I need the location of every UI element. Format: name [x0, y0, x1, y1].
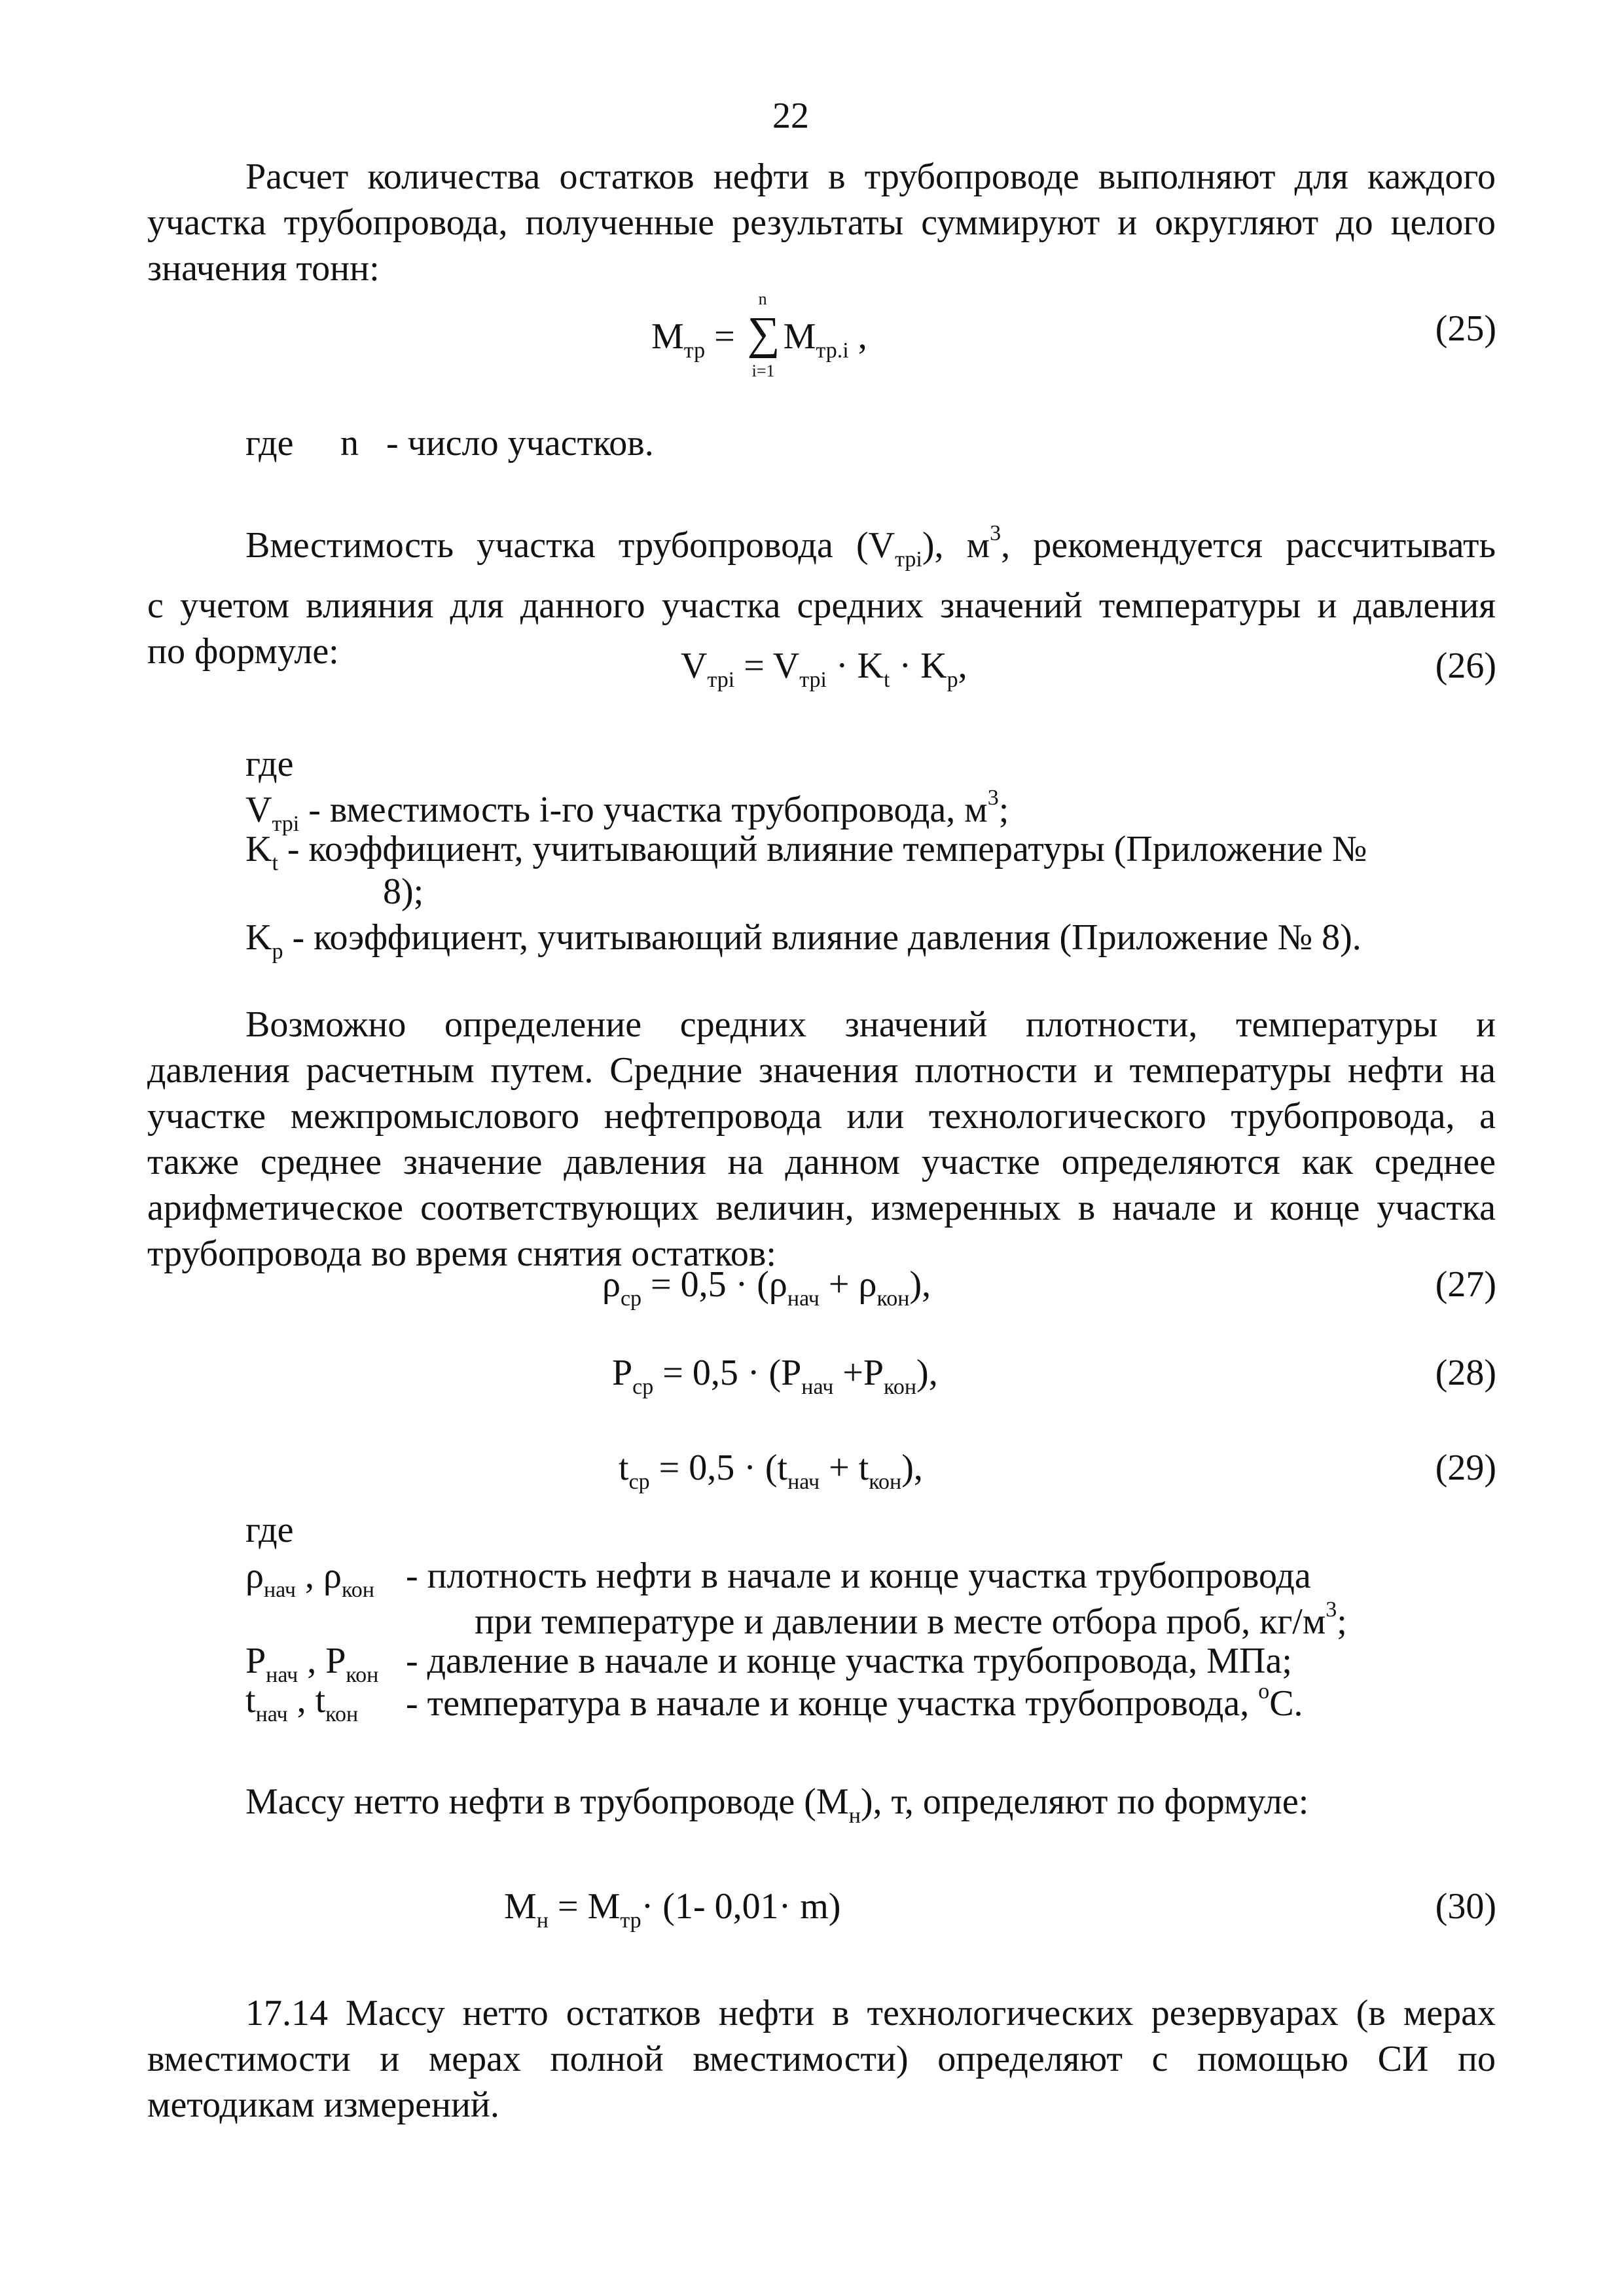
page-number: 22	[772, 96, 809, 136]
equation-30: $М_н = М_{тр}\cdot (1-$ 0,01· m)	[504, 1886, 841, 1933]
text-line: Вместимость участка трубопровода $(V_{трi})$, $м^3$, рекомендуется рассчитывать	[245, 521, 1496, 572]
equation-number: (26)	[1435, 646, 1496, 686]
definition-text: - температура в начале и конце участка трубопровода, $^o$С.	[406, 1679, 1303, 1724]
text-line: методикам измерений.	[147, 2085, 499, 2125]
definition-text: - число участков.	[386, 423, 654, 464]
paragraph-4: Массу нетто нефти в трубопроводе $(М_н)$, т, определяют по формуле:	[245, 1781, 1309, 1828]
text-line: вместимости и мерах полной вместимости) определяют с помощью СИ по	[147, 2039, 1496, 2079]
equation-27: $\rho_{ср} = 0,5 \cdot (\rho_{нач} + \rho_{кон})$,	[602, 1264, 931, 1311]
definition-item: $t_{нач}$ , $t_{кон}$	[245, 1680, 359, 1726]
text-line: Возможно определение средних значений плотности, температуры и	[245, 1004, 1496, 1045]
text-line: Расчет количества остатков нефти в трубопроводе выполняют для каждого	[245, 156, 1496, 197]
definition-continuation: 8);	[383, 871, 424, 912]
where-label: где	[245, 1510, 294, 1550]
text-line: участка трубопровода, полученные результаты суммируют и округляют до целого	[147, 202, 1496, 243]
definition-item: $Р_{нач}$ , $Р_{кон}$	[245, 1641, 379, 1687]
text-line: арифметическое соответствующих величин, измеренных в начале и конце участка	[147, 1188, 1496, 1228]
equation-number: (27)	[1435, 1264, 1496, 1305]
text-line: по формуле:	[147, 631, 339, 672]
paragraph-1	[147, 154, 1496, 291]
paragraph-3	[147, 1002, 1496, 1277]
text-line: значения тонн:	[147, 248, 380, 289]
equation-number: (25)	[1435, 308, 1496, 349]
text-line: 17.14 Массу нетто остатков нефти в технологических резервуарах (в мерах	[245, 1993, 1496, 2033]
equation-26: $V_{трi} = V_{трi} \cdot K_t \cdot K_p$,	[681, 646, 967, 692]
text-line: с учетом влияния для данного участка средних значений температуры и давления	[147, 585, 1496, 626]
sum-symbol: ∑ n i=1	[747, 289, 780, 380]
where-label: где	[245, 744, 294, 784]
equation-29: $t_{ср} = 0,5 \cdot (t_{нач} + t_{кон})$,	[619, 1448, 923, 1494]
definition-text: - плотность нефти в начале и конце участка трубопровода	[406, 1556, 1311, 1596]
equation-number: (29)	[1435, 1448, 1496, 1488]
definition-item: $V_{трi}$ - вместимость i-го участка трубопровода, $м^3$;	[245, 786, 1009, 836]
equation-number: (30)	[1435, 1886, 1496, 1927]
where-label: где	[245, 423, 294, 464]
text-line: давления расчетным путем. Средние значения плотности и температуры нефти на	[147, 1050, 1496, 1091]
equation-28: $Р_{ср} = 0,5 \cdot (Р_{нач} +Р_{кон})$,	[612, 1353, 938, 1399]
text-line: участке межпромыслового нефтепровода или технологического трубопровода, а	[147, 1096, 1496, 1137]
definition-item: $K_p$ - коэффициент, учитывающий влияние давления (Приложение № 8).	[245, 917, 1362, 964]
paragraph-5	[147, 1990, 1496, 2128]
text-line: также среднее значение давления на данном участке определяются как среднее	[147, 1142, 1496, 1182]
equation-number: (28)	[1435, 1353, 1496, 1393]
definition-item: $\rho_{нач}$ , $\rho_{кон}$	[245, 1556, 374, 1602]
text-line: трубопровода во время снятия остатков:	[147, 1233, 776, 1274]
symbol-n: n	[340, 423, 359, 464]
definition-continuation: при температуре и давлении в месте отбора проб, $кг/м^3$;	[475, 1597, 1347, 1642]
definition-item: $K_t$ - коэффициент, учитывающий влияние температуры (Приложение №	[245, 829, 1367, 875]
definition-text: - давление в начале и конце участка трубопровода, МПа;	[406, 1641, 1292, 1681]
equation-25: $М_{тр}$ = ∑ n i=1 $М_{тр.i}$ ,	[651, 289, 867, 380]
